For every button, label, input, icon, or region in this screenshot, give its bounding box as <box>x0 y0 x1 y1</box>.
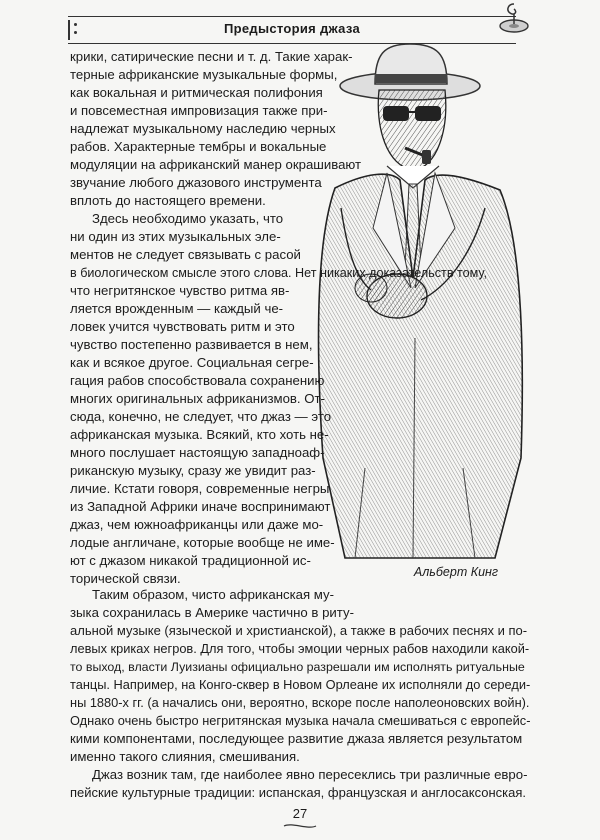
text-line: в биологическом смысле этого слова. Нет никаких доказательств тому, <box>70 266 487 280</box>
text-line: крики, сатирические песни и т. д. Такие харак- <box>70 49 353 64</box>
text-line: надлежат музыкальному наследию черных <box>70 121 336 136</box>
text-line: терные африканские музыкальные формы, <box>70 67 338 82</box>
text-line: зыка сохранилась в Америке частично в риту- <box>70 605 354 620</box>
text-line: то выход, власти Луизианы официально разрешали им исполнять ритуальные <box>70 660 525 674</box>
text-line: как вокальная и ритмическая полифония <box>70 85 323 100</box>
text-line: гация рабов способствовала сохранению <box>70 373 325 388</box>
text-line: вплоть до настоящего времени. <box>70 193 266 208</box>
text-line: торической связи. <box>70 571 181 586</box>
text-line: африканская музыка. Всякий, кто хоть не- <box>70 427 329 442</box>
text-line: Таким образом, чисто африканская му- <box>92 587 334 602</box>
text-line: левых криках негров. Для того, чтобы эмоции черных рабов находили какой- <box>70 641 530 656</box>
text-line: риканскую музыку, сразу же увидит раз- <box>70 463 316 478</box>
text-line: и повсеместная импровизация также при- <box>70 103 328 118</box>
text-line: джаз, чем южноафриканцы или даже мо- <box>70 517 324 532</box>
text-line: звучание любого джазового инструмента <box>70 175 322 190</box>
text-line: модуляции на африканский манер окрашивают <box>70 157 362 172</box>
text-line: рабов. Характерные тембры и вокальные <box>70 139 327 154</box>
text-line: личие. Кстати говоря, современные негры <box>70 481 330 496</box>
text-line: ментов не следует связывать с расой <box>70 247 301 262</box>
text-line: именно такого слияния, смешивания. <box>70 749 300 764</box>
text-line: много послушает настоящую западноаф- <box>70 445 325 460</box>
text-line: Однако очень быстро негритянская музыка начала смешиваться с европейс- <box>70 713 531 728</box>
text-line: что негритянское чувство ритма яв- <box>70 283 290 298</box>
text-line: многих оригинальных африканизмов. От- <box>70 391 325 406</box>
text-line: лодые англичане, которые вообще не име- <box>70 535 335 550</box>
text-line: ляется врожденным — каждый че- <box>70 301 284 316</box>
text-line: кими компонентами, последующее развитие джаза является результатом <box>70 731 523 746</box>
text-line: ют с джазом никакой традиционной ис- <box>70 553 311 568</box>
text-line: как и всякое другое. Социальная сегре- <box>70 355 314 370</box>
text-line: ни один из этих музыкальных эле- <box>70 229 281 244</box>
text-line: чувство постепенно развивается в нем, <box>70 337 313 352</box>
text-line: пейские культурные традиции: испанская, французская и англосаксонская. <box>70 785 527 800</box>
text-line: ны 1880-х гг. (а начались они, вероятно, вскоре после наполеоновских войн). <box>70 695 530 710</box>
gramophone-icon <box>494 0 534 38</box>
text-line: сюда, конечно, не следует, что джаз — это <box>70 409 332 424</box>
text-line: Джаз возник там, где наиболее явно пересеклись три различные евро- <box>92 767 528 782</box>
illustration-caption: Альберт Кинг <box>413 565 499 579</box>
page-number: 27 <box>292 806 308 821</box>
text-line: Здесь необходимо указать, что <box>92 211 284 226</box>
header-title: Предыстория джаза <box>223 21 360 36</box>
page-number-flourish <box>282 822 318 830</box>
text-line: танцы. Например, на Конго-сквер в Новом Орлеане их исполняли до середи- <box>70 677 531 692</box>
text-line: альной музыке (языческой и христианской), а также в рабочих песнях и по- <box>70 623 528 638</box>
text-line: из Западной Африки иначе воспринимают <box>70 499 331 514</box>
text-line: ловек учится чувствовать ритм и это <box>70 319 295 334</box>
